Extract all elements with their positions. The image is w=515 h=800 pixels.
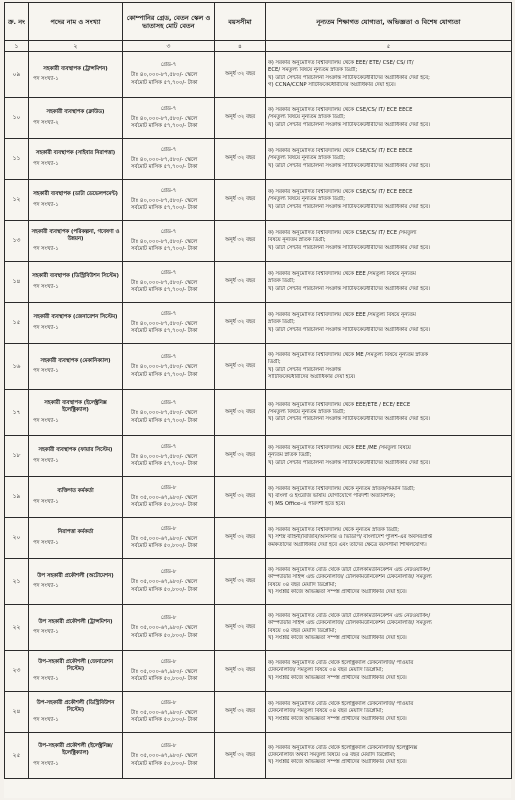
pay-scale: টাঃ ৪০,০০০-৮৭,৫৮০/- স্কেলে	[131, 453, 198, 460]
post-count: পদ সংখ্যা-১	[33, 324, 59, 331]
post-count: পদ সংখ্যা-১	[33, 676, 59, 683]
grade-label: গ্রেড-৮	[160, 569, 177, 576]
total-salary: সর্বমোট মাসিক ৫০,৮০০/- টাকা	[131, 676, 198, 683]
total-salary: সর্বমোট মাসিক ৫০,৮০০/- টাকা	[131, 760, 198, 767]
grade-label: গ্রেড-৭	[160, 187, 177, 194]
grade-label: গ্রেড-৭	[160, 62, 177, 69]
qualification-line: ক) সরকার অনুমোদিত বোর্ড থেকে ডাটা টেলিকমিউনিকেশন এন্ড নেটওয়ার্কিং/	[268, 613, 431, 620]
table-body	[5, 52, 512, 779]
post-count: পদ সংখ্যা-২	[33, 119, 59, 126]
grade-cell	[123, 605, 215, 651]
grade-label: গ্রেড-৭	[160, 400, 177, 407]
post-cell	[29, 733, 123, 779]
qualification-line: গ) MS Office-এ পারদর্শী হতে হবে।	[268, 500, 346, 507]
total-salary: সর্বমোট মাসিক ৫৭,৭০০/- টাকা	[131, 417, 198, 424]
table-row	[5, 390, 512, 436]
serial-number: ১৫	[5, 303, 29, 344]
serial-number: ১৪	[5, 262, 29, 303]
qualification-line: খ) ডাটা সেন্টার পরিচালনা সংক্রান্ত সার্টিফিকেটধারীদের অগ্রাধিকার দেয়া হবে;	[268, 74, 430, 81]
qualification-line: ক) সরকার অনুমোদিত বিশ্ববিদ্যালয় থেকে CSE/CS/ IT/ ECE EECE	[268, 148, 413, 155]
post-name: সহকারী ব্যবস্থাপক (ক্লাউড)	[46, 109, 105, 116]
qualification-cell	[266, 651, 512, 692]
grade-label: গ্রেড-৭	[160, 105, 177, 112]
table-row	[5, 559, 512, 605]
post-cell	[29, 436, 123, 477]
qualification-line: খ) সংশ্লিষ্ট কাজে অভিজ্ঞতা সম্পন্ন প্রার্থীদের অগ্রাধিকার দেয়া হবে।	[268, 715, 407, 722]
grade-cell	[123, 262, 215, 303]
post-cell	[29, 98, 123, 139]
serial-number: ১৭	[5, 390, 29, 436]
age-limit: অনূর্ধ ৩২ বছর	[215, 344, 266, 390]
qualification-line: খ) বাংলা ও ইংরেজি ভাষায় যোগাযোগে পারদর্শী অত্যাবশ্যক;	[268, 493, 396, 500]
qualification-line: বিষয়ে নূন্যতম স্নাতক ডিগ্রী;	[268, 237, 326, 244]
post-count: পদ সংখ্যা-১	[33, 629, 59, 635]
qualification-line: খ) ডাটা সেন্টার পরিচালনা সংক্রান্ত সার্টিফিকেটধারীদের অগ্রাধিকার দেয়া হবে।	[268, 285, 430, 292]
post-cell	[29, 344, 123, 390]
qualification-line: ক) সরকার অনুমোদিত বিশ্ববিদ্যালয় থেকে নূন্যতম স্নাতক ডিগ্রী;	[268, 527, 400, 534]
post-cell	[29, 139, 123, 180]
table-row	[5, 139, 512, 180]
grade-cell	[123, 477, 215, 518]
post-cell	[29, 180, 123, 221]
header-sl: ক্র. নং	[5, 3, 29, 41]
serial-number: ২৩	[5, 651, 29, 692]
age-limit: অনূর্ধ ৩২ বছর	[215, 559, 266, 605]
serial-number: ২২	[5, 605, 29, 651]
post-name: সহকারী ব্যবস্থাপক (ইলেক্ট্রনিক্স ইলেক্ট্রিক্যাল)	[44, 400, 107, 414]
qualification-cell	[266, 477, 512, 518]
qualification-cell	[266, 303, 512, 344]
qualification-line: গ) CCNA/CCNP সার্টিফিকেটধারীদের অগ্রাধিকার দেয়া হবে।	[268, 81, 396, 88]
serial-number: ২০	[5, 518, 29, 559]
grade-cell	[123, 390, 215, 436]
qualification-cell	[266, 344, 512, 390]
table-row	[5, 344, 512, 390]
total-salary: সর্বমোট মাসিক ৫৭,৭০০/- টাকা	[131, 205, 198, 212]
serial-number: ১২	[5, 180, 29, 221]
post-name: সহকারী ব্যবস্থাপক (পরিকল্পনা, গবেষণা ও উন্নয়ন)	[31, 228, 120, 242]
age-limit: অনূর্ধ ৩২ বছর	[215, 98, 266, 139]
post-count: পদ সংখ্যা-১	[33, 76, 59, 82]
qualification-line: ক) সরকার অনুমোদিত বিশ্ববিদ্যালয় থেকে ME /সমতুল্য বিষয়ে নূন্যতম স্নাতক	[268, 352, 428, 359]
qualification-line: ক) সরকার অনুমোদিত বিশ্ববিদ্যালয় থেকে EEE /ME /সমতুল্য বিষয়ে	[268, 445, 411, 452]
table-row	[5, 303, 512, 344]
age-limit: অনূর্ধ ৩২ বছর	[215, 180, 266, 221]
serial-number: ১৯	[5, 477, 29, 518]
grade-label: গ্রেড-৮	[160, 525, 177, 532]
qualification-line: ক) সরকার অনুমোদিত বিশ্ববিদ্যালয় থেকে CSE/CS/ IT/ ECE EECE	[268, 189, 413, 196]
pay-scale: টাঃ ৩৫,০০০-৬৭,৯৮০/- স্কেলে	[131, 668, 198, 675]
pay-scale: টাঃ ৪০,০০০-৮৭,৫৮০/- স্কেলে	[131, 115, 198, 122]
post-name: সহকারী ব্যবস্থাপক (ফায়ার সিস্টেম)	[38, 447, 113, 454]
pay-scale: টাঃ ৩৫,০০০-৬৭,৯৮০/- স্কেলে	[131, 579, 198, 586]
grade-cell	[123, 344, 215, 390]
qualification-line: খ) সংশ্লিষ্ট কাজে অভিজ্ঞতা সম্পন্ন প্রার্থীদের অগ্রাধিকার দেয়া হবে।	[268, 588, 407, 595]
qualification-line: কম্পিউটার সাইন্স এন্ড টেকনোলজি/ টেলিকমিউনিকেশন টেকনোলজি/ সমতুল্য	[268, 574, 432, 581]
age-limit: অনূর্ধ ৩২ বছর	[215, 477, 266, 518]
qualification-line: ক) সরকার অনুমোদিত বিশ্ববিদ্যালয় থেকে EEE/ETE / ECE/ EECE	[268, 401, 411, 408]
qualification-line: খ) ডাটা সেন্টার পরিচালনা সংক্রান্ত সার্টিফিকেটধারীদের অগ্রাধিকার দেয়া হবে।	[268, 459, 430, 466]
qualification-line: ক) সরকার অনুমোদিত বিশ্ববিদ্যালয় থেকে EEE /সমতুল্য বিষয়ে নূন্যতম	[268, 312, 416, 319]
grade-cell	[123, 52, 215, 98]
grade-label: গ্রেড-৮	[160, 658, 177, 665]
pay-scale: টাঃ ৩৫,০০০-৬৭,৯৮০/- স্কেলে	[131, 625, 198, 632]
post-name: উপ সহকারী প্রকৌশলী (অটোমেশন)	[37, 572, 114, 579]
total-salary: সর্বমোট মাসিক ৫০,৮০০/- টাকা	[131, 502, 198, 509]
qualification-line: বিষয়ে ০৪ বছর মেয়াদি ডিপ্লোমা;	[268, 581, 337, 588]
qualification-line: খ) ডাটা সেন্টার পরিচালনা সংক্রান্ত সার্টিফিকেটধারীদের অগ্রাধিকার দেয়া হবে।	[268, 326, 430, 333]
age-limit: অনূর্ধ ৩২ বছর	[215, 692, 266, 733]
age-limit: অনূর্ধ ৩২ বছর	[215, 262, 266, 303]
post-count: পদ সংখ্যা-১	[33, 539, 59, 546]
column-index: ৫	[266, 41, 512, 52]
post-count: পদ সংখ্যা-১	[33, 368, 59, 374]
total-salary: সর্বমোট মাসিক ৫০,৮০০/- টাকা	[131, 543, 198, 550]
qualification-line: টেকনোলজি/ সমতুল্য বিষয়ে ০৪ বছর মেয়াদি ডিপ্লোমা;	[268, 708, 384, 715]
grade-cell	[123, 436, 215, 477]
qualification-line: /সমতুল্য বিষয়ে নূন্যতম স্নাতক ডিগ্রী;	[268, 408, 346, 415]
age-limit: অনূর্ধ ৩২ বছর	[215, 605, 266, 651]
qualification-cell	[266, 98, 512, 139]
serial-number: ১৬	[5, 344, 29, 390]
qualification-cell	[266, 518, 512, 559]
recruitment-table	[4, 2, 512, 779]
pay-scale: টাঃ ৪০,০০০-৮৭,৫৮০/- স্কেলে	[131, 364, 198, 371]
pay-scale: টাঃ ৪০,০০০-৮৭,৫৮০/- স্কেলে	[131, 279, 198, 286]
qualification-line: স্নাতক ডিগ্রী;	[268, 319, 295, 326]
qualification-cell	[266, 692, 512, 733]
qualification-cell	[266, 139, 512, 180]
grade-label: গ্রেড-৮	[160, 484, 177, 491]
qualification-line: ক) সরকার অনুমোদিত বিশ্ববিদ্যালয় থেকে EEE/ ETE/ CSE/ CS/ IT/	[268, 60, 414, 67]
total-salary: সর্বমোট মাসিক ৫৭,৭০০/- টাকা	[131, 246, 198, 253]
pay-scale: টাঃ ৩৫,০০০-৬৭,৯৮০/- স্কেলে	[131, 535, 198, 542]
post-count: পদ সংখ্যা-১	[33, 457, 59, 464]
qualification-line: খ) ডাটা সেন্টার পরিচালনা সংক্রান্ত সার্টিফিকেটধারীদের অগ্রাধিকার দেয়া হবে।	[268, 162, 430, 169]
qualification-line: ক) সরকার অনুমোদিত বিশ্ববিদ্যালয় থেকে নূন্যতম স্নাতক/সমমান ডিগ্রী;	[268, 486, 415, 493]
qualification-line: খ) ডাটা সেন্টার পরিচালনা সংক্রান্ত সার্টিফিকেটধারীদের অগ্রাধিকার দেয়া হবে।	[268, 416, 430, 423]
qualification-cell	[266, 733, 512, 779]
table-row	[5, 221, 512, 262]
pay-scale: টাঃ ৪০,০০০-৮৭,৫৮০/- স্কেলে	[131, 238, 198, 245]
column-index-row	[5, 41, 512, 52]
qualification-line: খ) সংশ্লিষ্ট কাজে অভিজ্ঞতা সম্পন্ন প্রার্থীদের অগ্রাধিকার দেয়া হবে।	[268, 674, 407, 681]
pay-scale: টাঃ ৩৫,০০০-৬৭,৯৮০/- স্কেলে	[131, 753, 198, 760]
table-row	[5, 477, 512, 518]
age-limit: অনূর্ধ ৩২ বছর	[215, 221, 266, 262]
post-name: সহকারী ব্যবস্থাপক (ট্রান্সমিশন)	[43, 65, 108, 72]
post-count: পদ সংখ্যা-১	[33, 246, 59, 253]
serial-number: ২৪	[5, 692, 29, 733]
age-limit: অনূর্ধ ৩২ বছর	[215, 139, 266, 180]
qualification-cell	[266, 559, 512, 605]
grade-cell	[123, 221, 215, 262]
grade-label: গ্রেড-৭	[160, 269, 177, 276]
qualification-cell	[266, 180, 512, 221]
qualification-cell	[266, 436, 512, 477]
grade-label: গ্রেড-৮	[160, 699, 177, 706]
post-count: পদ সংখ্যা-১	[33, 283, 59, 290]
column-index: ১	[5, 41, 29, 52]
qualification-line: ECE/ সমতুল্য বিষয়ে নূন্যতম স্নাতক ডিগ্রী;	[268, 67, 358, 74]
pay-scale: টাঃ ৪০,০০০-৮৭,৫৮০/- স্কেলে	[131, 156, 198, 163]
pay-scale: টাঃ ৩৫,০০০-৬৭,৯৮০/- স্কেলে	[131, 709, 198, 716]
post-count: পদ সংখ্যা-১	[33, 760, 59, 767]
total-salary: সর্বমোট মাসিক ৫৭,৭০০/- টাকা	[131, 123, 198, 130]
qualification-cell	[266, 390, 512, 436]
total-salary: সর্বমোট মাসিক ৫০,৮০০/- টাকা	[131, 586, 198, 593]
qualification-line: টেকনোলজি অথবা সমতুল্য বিষয়ে ০৪ বছর মেয়াদি ডিপ্লোমা;	[268, 751, 396, 758]
post-name: নিরাপত্তা কর্মকর্তা	[57, 529, 94, 536]
column-index: ৪	[215, 41, 266, 52]
qualification-line: ডিগ্রী;	[268, 359, 281, 366]
post-name: সহকারী ব্যবস্থাপক (মেকানিক্যাল)	[40, 357, 111, 364]
post-cell	[29, 651, 123, 692]
header-row	[5, 3, 512, 41]
grade-cell	[123, 98, 215, 139]
total-salary: সর্বমোট মাসিক ৫০,৮০০/- টাকা	[131, 717, 198, 724]
table-row	[5, 651, 512, 692]
age-limit: অনূর্ধ ৩২ বছর	[215, 52, 266, 98]
total-salary: সর্বমোট মাসিক ৫৭,৭০০/- টাকা	[131, 371, 198, 378]
qualification-line: খ) ডাটা সেন্টার পরিচালনা সংক্রান্ত সার্টিফিকেটধারীদের অগ্রাধিকার দেয়া হবে।	[268, 203, 430, 210]
qualification-line: খ) সশস্ত্র বাহিনী/বিজিবি/আনসার ও ভিডিপি/ বাংলাদেশ পুলিশ-এর অবসরপ্রাপ্ত	[268, 534, 432, 541]
grade-label: গ্রেড-৭	[160, 354, 177, 361]
qualification-line: কম্পিউটার সাইন্স এন্ড টেকনোলজি/ টেলিকমিউনিকেশন টেকনোলজি/ সমতুল্য	[268, 620, 432, 627]
post-count: পদ সংখ্যা-১	[33, 417, 59, 424]
qualification-line: স্নাতক ডিগ্রী;	[268, 278, 295, 285]
table-row	[5, 436, 512, 477]
age-limit: অনূর্ধ ৩২ বছর	[215, 651, 266, 692]
qualification-cell	[266, 605, 512, 651]
qualification-line: সার্টিফিকেটধারীদের অগ্রাধিকার দেয়া হবে।	[268, 373, 356, 380]
post-cell	[29, 303, 123, 344]
age-limit: অনূর্ধ ৩২ বছর	[215, 303, 266, 344]
qualification-line: /সমতুল্য বিষয়ে নূন্যতম স্নাতক ডিগ্রী;	[268, 155, 346, 162]
header-post: পদের নাম ও সংখ্যা	[29, 3, 123, 41]
table-row	[5, 98, 512, 139]
serial-number: ০৯	[5, 52, 29, 98]
header-qualification: নূন্যতম শিক্ষাগত যোগ্যতা, অভিজ্ঞতা ও বিশেষ যোগ্যতা	[266, 3, 512, 41]
post-cell	[29, 52, 123, 98]
grade-label: গ্রেড-৭	[160, 228, 177, 235]
age-limit: অনূর্ধ ৩২ বছর	[215, 390, 266, 436]
total-salary: সর্বমোট মাসিক ৫৭,৭০০/- টাকা	[131, 287, 198, 294]
grade-label: গ্রেড-৮	[160, 615, 177, 622]
grade-cell	[123, 139, 215, 180]
post-cell	[29, 605, 123, 651]
grade-cell	[123, 692, 215, 733]
post-name: সহকারী ব্যবস্থাপক (সাইবার নিরাপত্তা)	[35, 150, 116, 157]
post-name: উপ সহকারী প্রকৌশলী (ট্রান্সমিশন)	[38, 618, 113, 625]
post-count: পদ সংখ্যা-১	[33, 160, 59, 167]
table-row	[5, 692, 512, 733]
post-name: উপ-সহকারী প্রকৌশলী (জেনারেশন সিস্টেম)	[38, 658, 113, 672]
pay-scale: টাঃ ৩৫,০০০-৬৭,৯৮০/- স্কেলে	[131, 494, 198, 501]
qualification-line: ক) সরকার অনুমোদিত বোর্ড থেকে ডাটা টেলিকমিউনিকেশন এন্ড নেটওয়ার্কিং/	[268, 567, 431, 574]
pay-scale: টাঃ ৪০,০০০-৮৭,৫৮০/- স্কেলে	[131, 72, 198, 79]
total-salary: সর্বমোট মাসিক ৫৭,৭০০/- টাকা	[131, 461, 198, 468]
pay-scale: টাঃ ৪০,০০০-৮৭,৫৮০/- স্কেলে	[131, 410, 198, 417]
qualification-line: খ) ডাটা সেন্টার পরিচালনা সংক্রান্ত সার্টিফিকেটধারীদের অগ্রাধিকার দেয়া হবে।	[268, 244, 430, 251]
qualification-cell	[266, 52, 512, 98]
serial-number: ১১	[5, 139, 29, 180]
qualification-line: ক) সরকার অনুমোদিত বিশ্ববিদ্যালয় থেকে EEE /সমতুল্য বিষয়ে নূন্যতম	[268, 271, 416, 278]
serial-number: ১৮	[5, 436, 29, 477]
age-limit: অনূর্ধ ৩২ বছর	[215, 518, 266, 559]
qualification-line: খ) সংশ্লিষ্ট কাজে অভিজ্ঞতা সম্পন্ন প্রার্থীদের অগ্রাধিকার দেয়া হবে।	[268, 634, 407, 641]
table-row	[5, 180, 512, 221]
grade-cell	[123, 651, 215, 692]
post-count: পদ সংখ্যা-১	[33, 201, 59, 208]
qualification-line: বিষয়ে ০৪ বছর মেয়াদি ডিপ্লোমা;	[268, 627, 337, 634]
serial-number: ১০	[5, 98, 29, 139]
column-index: ৩	[123, 41, 215, 52]
post-cell	[29, 221, 123, 262]
header-grade: কোম্পানির গ্রেড, বেতন স্কেল ও ভাতাসহ মোট বেতন	[123, 3, 215, 41]
qualification-line: ক) সরকার অনুমোদিত বোর্ড থেকে ইলেক্ট্রিক্যাল টেকনোলজি/ পাওয়ার	[268, 660, 414, 667]
column-index: ২	[29, 41, 123, 52]
qualification-line: ক) সরকার অনুমোদিত বিশ্ববিদ্যালয় থেকে CSE/CS/ IT/ ECE /সমতুল্য	[268, 230, 417, 237]
post-cell	[29, 559, 123, 605]
grade-cell	[123, 733, 215, 779]
pay-scale: টাঃ ৪০,০০০-৮৭,৫৮০/- স্কেলে	[131, 320, 198, 327]
post-name: সহকারী ব্যবস্থাপক (ডাটা ডেভেলপমেন্ট)	[33, 191, 118, 198]
post-cell	[29, 477, 123, 518]
qualification-line: খ) ডাটা সেন্টার পরিচালনা সংক্রান্ত	[268, 366, 341, 373]
qualification-line: /সমতুল্য বিষয়ে নূন্যতম স্নাতক ডিগ্রী;	[268, 114, 346, 121]
recruitment-table-page	[4, 2, 511, 798]
post-name: উপ-সহকারী প্রকৌশলী (ইলেক্ট্রনিক্স/ ইলেক্ট্রিক্যাল)	[38, 743, 113, 757]
post-cell	[29, 692, 123, 733]
post-name: উপ-সহকারী প্রকৌশলী (ডিস্ট্রিবিউশন সিস্টেম)	[36, 699, 115, 713]
grade-label: গ্রেড-৭	[160, 310, 177, 317]
total-salary: সর্বমোট মাসিক ৫৭,৭০০/- টাকা	[131, 79, 198, 86]
grade-cell	[123, 180, 215, 221]
qualification-line: টেকনোলজি/ সমতুল্য বিষয়ে ০৪ বছর মেয়াদি ডিপ্লোমা;	[268, 667, 384, 674]
qualification-line: খ) ডাটা সেন্টার পরিচালনা সংক্রান্ত সার্টিফিকেটধারীদের অগ্রাধিকার দেয়া হবে।	[268, 121, 430, 128]
serial-number: ১৩	[5, 221, 29, 262]
qualification-cell	[266, 262, 512, 303]
table-row	[5, 262, 512, 303]
post-name: ব্যক্তিগত কর্মকর্তা	[57, 488, 94, 495]
age-limit: অনূর্ধ ৩২ বছর	[215, 733, 266, 779]
serial-number: ২৫	[5, 733, 29, 779]
table-row	[5, 52, 512, 98]
table-row	[5, 733, 512, 779]
grade-label: গ্রেড-৮	[160, 743, 177, 750]
post-cell	[29, 518, 123, 559]
post-name: সহকারী ব্যবস্থাপক (জেনারেশন সিস্টেম)	[33, 314, 118, 321]
grade-cell	[123, 559, 215, 605]
table-row	[5, 605, 512, 651]
grade-label: গ্রেড-৭	[160, 443, 177, 450]
qualification-line: ক) সরকার অনুমোদিত বিশ্ববিদ্যালয় থেকে CSE/CS/ IT/ ECE EECE	[268, 107, 413, 114]
qualification-line: খ) সংশ্লিষ্ট কাজে অভিজ্ঞতা সম্পন্ন প্রার্থীদের অগ্রাধিকার দেয়া হবে।	[268, 759, 407, 766]
grade-cell	[123, 303, 215, 344]
qualification-line: কর্মকর্তাদের অগ্রাধিকার দেয়া হবে এবং তাদের ক্ষেত্রে বয়সসীমা শিথিলযোগ্য।	[268, 541, 427, 548]
total-salary: সর্বমোট মাসিক ৫০,৮০০/- টাকা	[131, 632, 198, 639]
post-count: পদ সংখ্যা-১	[33, 583, 59, 589]
age-limit: অনূর্ধ ৩২ বছর	[215, 436, 266, 477]
pay-scale: টাঃ ৪০,০০০-৮৭,৫৮০/- স্কেলে	[131, 197, 198, 204]
grade-cell	[123, 518, 215, 559]
header-age: বয়সসীমা	[215, 3, 266, 41]
grade-label: গ্রেড-৭	[160, 146, 177, 153]
post-count: পদ সংখ্যা-১	[33, 498, 59, 505]
qualification-line: ক) সরকার অনুমোদিত বোর্ড থেকে ইলেক্ট্রিক্যাল টেকনোলজি/ ইলেক্ট্রনিক্স	[268, 744, 418, 751]
serial-number: ২১	[5, 559, 29, 605]
post-count: পদ সংখ্যা-১	[33, 717, 59, 724]
qualification-line: নূন্যতম স্নাতক ডিগ্রী;	[268, 452, 312, 459]
total-salary: সর্বমোট মাসিক ৫৭,৭০০/- টাকা	[131, 164, 198, 171]
table-row	[5, 518, 512, 559]
qualification-line: /সমতুল্য বিষয়ে নূন্যতম স্নাতক ডিগ্রী;	[268, 196, 346, 203]
post-name: সহকারী ব্যবস্থাপক (ডিস্ট্রিবিউশন সিস্টেম)	[32, 273, 119, 280]
post-cell	[29, 262, 123, 303]
total-salary: সর্বমোট মাসিক ৫৭,৭০০/- টাকা	[131, 328, 198, 335]
qualification-cell	[266, 221, 512, 262]
post-cell	[29, 390, 123, 436]
qualification-line: ক) সরকার অনুমোদিত বোর্ড থেকে ইলেক্ট্রিক্যাল টেকনোলজি/ পাওয়ার	[268, 701, 414, 708]
